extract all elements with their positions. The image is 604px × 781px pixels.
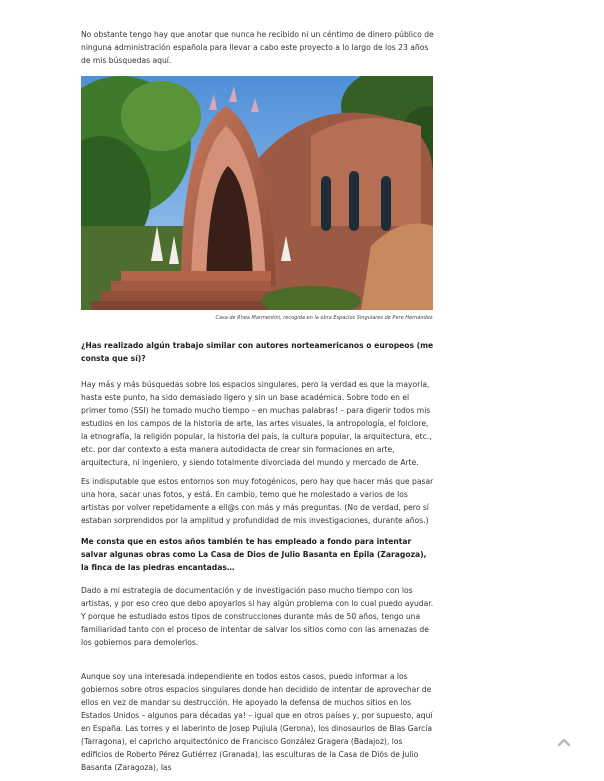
intro-paragraph: No obstante tengo hay que anotar que nunca he recibido ni un céntimo de dinero público de ninguna administración española para llevar a cabo este proyecto a lo largo de los 23 años de mis búsquedas aquí. — [81, 30, 434, 65]
answer-paragraph-2b: Aunque soy una interesada independiente en todos estos casos, puedo informar a los gobiernos sobre otros espacios singulares donde han decidido de intentar de aprovechar de ellos en vez de mandar su destrucción. He apoyado la defensa de muchos sitios en los Estados Unidos – algunos para décadas ya! – igual que en otros países y, por supuesto, aquí en España. Las torres y el laberinto de Josep Pujiula (Gerona), los dinosaurios de Blas García (Tarragona), el capricho arquitectónico de Francisco González Gragera (Badajoz), los edificios de Roberto Pérez Gutiérrez (Granada), las esculturas de la Casa de Diós de Julio Basanta (Zaragoza), las — [81, 672, 433, 772]
answer-paragraph-1b: Es indisputable que estos entornos son muy fotogénicos, pero hay que hacer más que pasar una hora, sacar unas fotos, y está. En cambio, temo que he molestado a varios de los artistas por volver repetidamente a ell@s con más y más preguntas. (No de verdad, pero sí estaban sorprendidos por la amplitud y profundidad de mis investigaciones, durante años.) — [81, 477, 434, 525]
scroll-to-top-button[interactable] — [556, 734, 572, 748]
question-heading-2: Me consta que en estos años también te has empleado a fondo para intentar salvar algunas obras como La Casa de Dios de Julio Basanta en Épila (Zaragoza), la finca de las piedras encantadas… — [81, 537, 427, 572]
figure-caption: Casa de Rhea Marmentini, recogida en la obra Espacios Singulares de Pere Hernández. — [215, 315, 434, 321]
answer-paragraph-1a: Hay más y más búsquedas sobre los espacios singulares, pero la verdad es que la mayoría, hasta este punto, ha sido demasiado ligero y sin un base académica. Sobre todo en el primer tomo (SSI) he tomado mucho tiempo – en muchas palabras! – para digerir todos mis estudios en los campos de la historia de arte, las artes visuales, la antropología, el folclore, la etnografía, la religión popular, la historia del país, la cultura popular, la arquitectura, etc., etc. por dar contexto a esta manera autodidacta de crear sin formaciones en arte, arquitectura, ni ingeniero, y siendo totalmente divorciada del mundo y mercado de Arte. — [81, 380, 432, 467]
answer-paragraph-2a: Dado a mi estrategia de documentación y de investigación paso mucho tiempo con los artistas, y por eso creo que debo apoyarlos si hay algún problema con lo cual puedo ayudar. Y porque he estudiado estos tipos de construcciones durante más de 50 años, tengo una familiaridad tanto con el proceso de intentar de salvar los sitios como con las amenazas de los gobiernos para demolerlos. — [81, 586, 434, 647]
chevron-up-icon — [556, 735, 572, 749]
article-photo — [81, 76, 433, 310]
question-heading-1: ¿Has realizado algún trabajo similar con autores norteamericanos o europeos (me consta que sí)? — [81, 341, 434, 363]
